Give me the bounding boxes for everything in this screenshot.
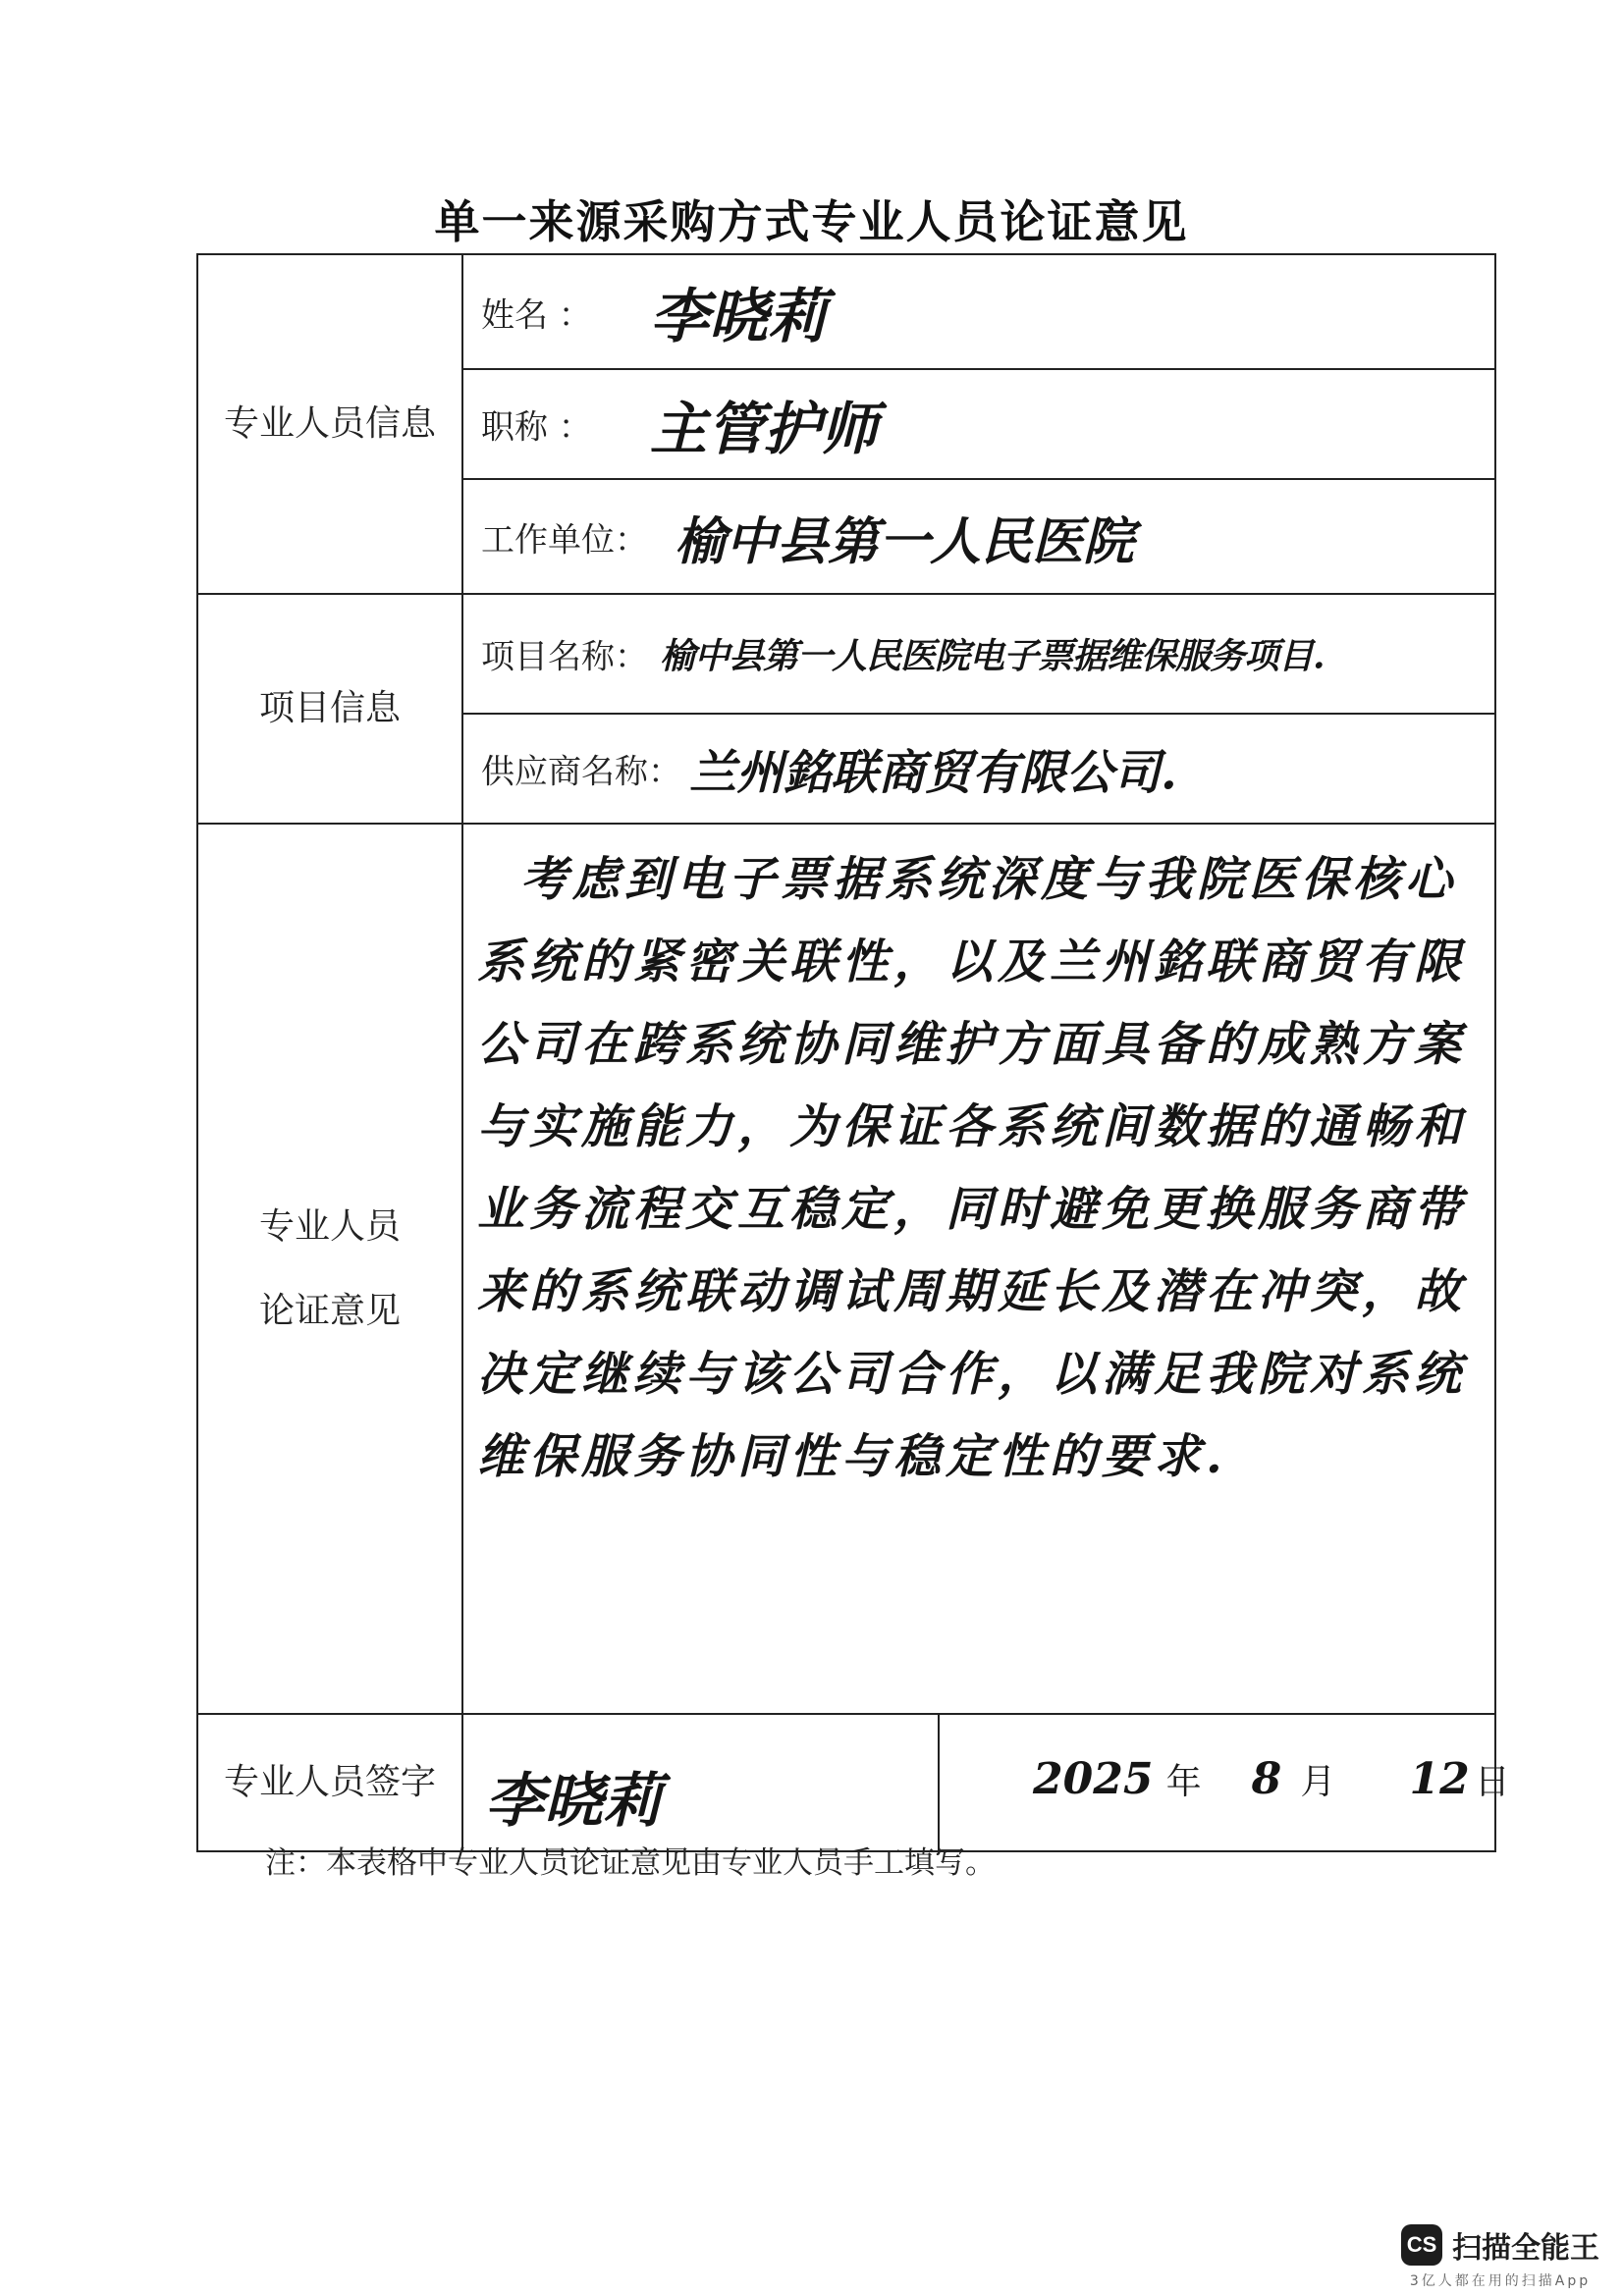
opinion-cell: [462, 824, 1495, 1714]
name-label: 姓名 ：: [481, 295, 592, 335]
title-label: 职称 ：: [481, 407, 592, 448]
opinion-label-line2: 论证意见: [258, 1290, 401, 1331]
project-section-label: 项目信息: [197, 594, 462, 824]
employer-row: [462, 479, 1495, 594]
personnel-section-label: 专业人员信息: [197, 254, 462, 594]
title-value: 主管护师: [650, 396, 879, 462]
name-value: 李晓莉: [650, 282, 827, 351]
page-title: 单一来源采购方式专业人员论证意见: [434, 195, 1189, 248]
supplier-label: 供应商名称：: [481, 752, 681, 792]
date-cell: [939, 1714, 1510, 1851]
watermark-tagline: 3亿人都在用的扫描App: [1409, 2273, 1592, 2289]
name-row: [462, 254, 1495, 369]
footer-note: 注：本表格中专业人员论证意见由专业人员手工填写。: [265, 1845, 996, 1881]
date-line: [1033, 1754, 1510, 1804]
supplier-row: [462, 714, 1495, 824]
opinion-text: 考虑到电子票据系统深度与我院医保核心系统的紧密关联性，以及兰州銘联商贸有限公司在跨系统协同维护方面具备的成熟方案与实施能力，为保证各系统间数据的通畅和业务流程交互稳定，同时避免更换服务商带来的系统联动调试周期延长及潜在冲突，故决定继续与该公司合作，以满足我院对系统维保服务协同性与稳定性的要求.: [477, 852, 1467, 1484]
signature: 李晓莉: [485, 1767, 662, 1836]
project-name-row: [462, 594, 1495, 714]
date-day: 12: [1409, 1754, 1470, 1804]
employer-label: 工作单位：: [481, 520, 648, 560]
scanner-watermark: [1401, 2223, 1599, 2290]
opinion-label-line1: 专业人员: [258, 1205, 401, 1247]
watermark-app-name: 扫描全能王: [1452, 2231, 1599, 2266]
opinion-section-label: [197, 824, 462, 1714]
employer-value: 榆中县第一人民医院: [675, 511, 1135, 571]
title-row: [462, 369, 1495, 479]
project-name-label: 项目名称：: [481, 637, 648, 677]
camscanner-logo-icon: CS: [1401, 2224, 1442, 2266]
opinion-form-table: [196, 253, 1510, 1852]
date-day-unit: 日: [1474, 1762, 1510, 1802]
signature-cell: [462, 1714, 939, 1851]
date-year: 2025: [1033, 1754, 1154, 1804]
date-month: 8: [1251, 1754, 1282, 1804]
date-year-unit: 年: [1165, 1762, 1202, 1802]
date-month-unit: 月: [1300, 1762, 1336, 1802]
supplier-value: 兰州銘联商贸有限公司.: [689, 745, 1177, 801]
signature-label: 专业人员签字: [197, 1714, 462, 1851]
project-name-value: 榆中县第一人民医院电子票据维保服务项目.: [660, 635, 1325, 677]
